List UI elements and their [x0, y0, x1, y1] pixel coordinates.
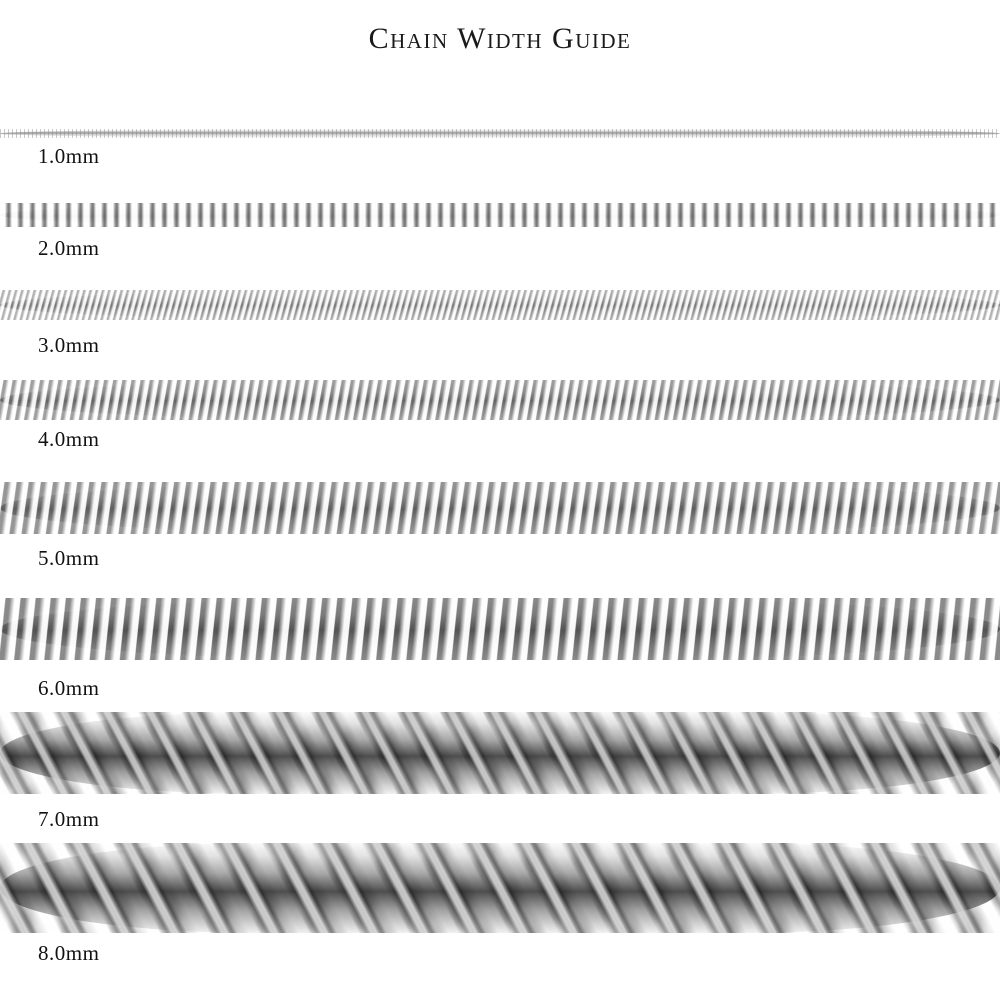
- chain-highlight-7mm: [0, 712, 1000, 794]
- chain-strip-5mm: [0, 482, 1000, 534]
- chain-texture-2mm: [0, 203, 1000, 227]
- page-title: Chain Width Guide: [368, 22, 632, 55]
- chain-texture-1mm: [0, 129, 1000, 138]
- chain-texture-3mm: [0, 290, 1000, 320]
- chain-strip-8mm: [0, 843, 1000, 933]
- chain-label-6mm: 6.0mm: [38, 676, 100, 700]
- chain-strip-2mm: [0, 203, 1000, 227]
- chain-strip-1mm: [0, 129, 1000, 138]
- chain-label-5mm: 5.0mm: [38, 546, 100, 570]
- chain-label-1mm: 1.0mm: [38, 144, 100, 168]
- chain-label-8mm: 8.0mm: [38, 941, 100, 965]
- chain-highlight-8mm: [0, 843, 1000, 933]
- chain-strip-7mm: [0, 712, 1000, 794]
- chain-label-3mm: 3.0mm: [38, 333, 100, 357]
- chain-label-4mm: 4.0mm: [38, 427, 100, 451]
- chain-texture-4mm: [0, 380, 1000, 420]
- chain-strip-4mm: [0, 380, 1000, 420]
- chain-label-2mm: 2.0mm: [38, 236, 100, 260]
- chain-texture-6mm: [0, 598, 1000, 660]
- chain-label-7mm: 7.0mm: [38, 807, 100, 831]
- chain-texture-5mm: [0, 482, 1000, 534]
- chain-strip-6mm: [0, 598, 1000, 660]
- chain-strip-3mm: [0, 290, 1000, 320]
